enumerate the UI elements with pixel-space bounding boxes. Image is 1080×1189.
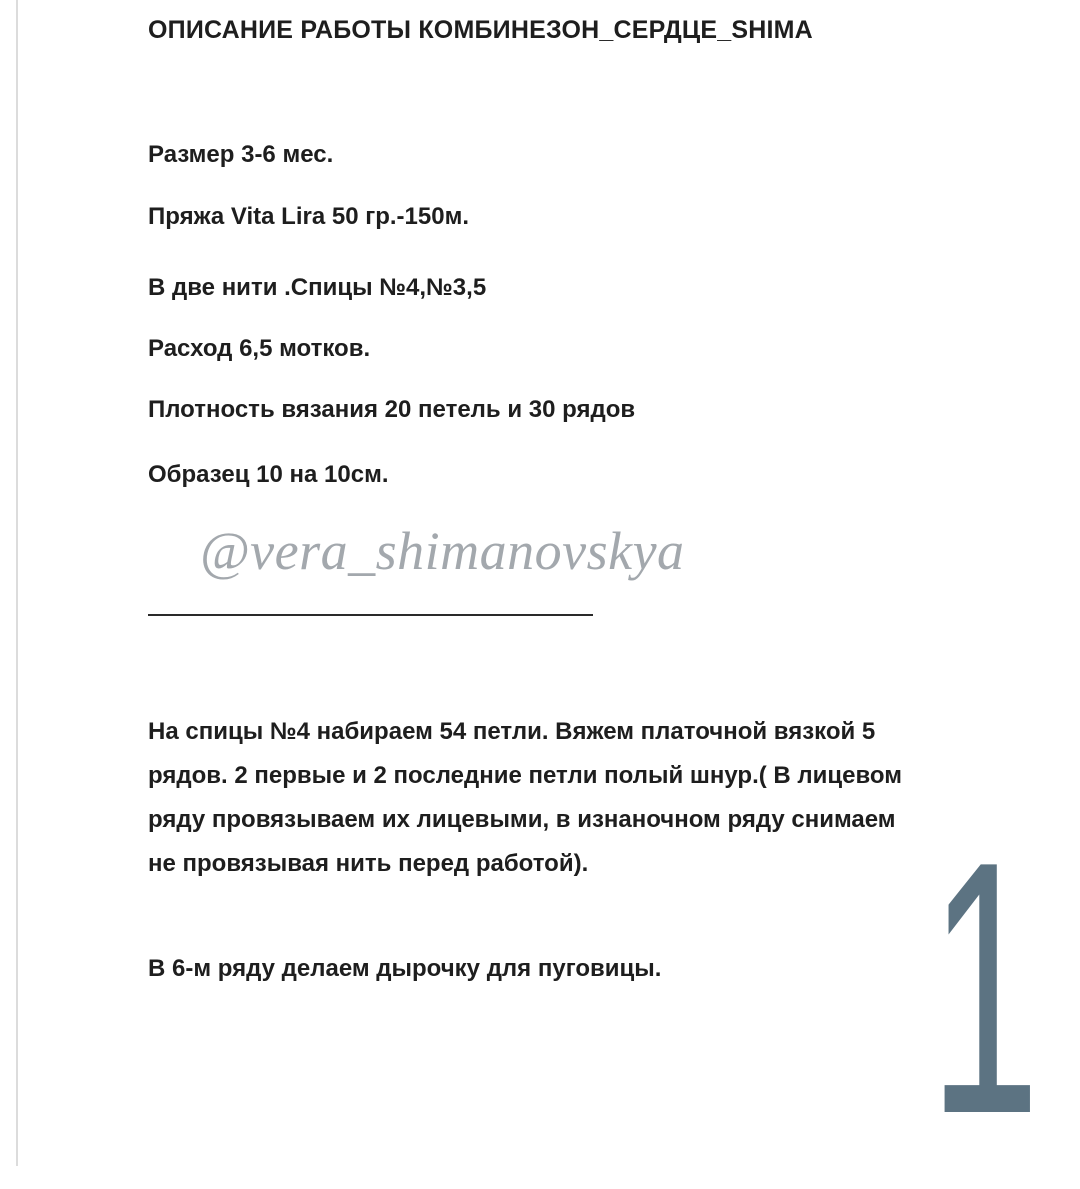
page-edge: [16, 0, 18, 1166]
cast-on-instructions: На спицы №4 набираем 54 петли. Вяжем платочной вязкой 5 рядов. 2 первые и 2 последние петли полый шнур.( В лицевом ряду провязываем их лицевыми, в изнаночном ряду снимаем не провязывая нить перед работой).: [148, 718, 903, 877]
spec-swatch: Образец 10 на 10см.: [148, 461, 389, 488]
page-number: 1: [929, 787, 1040, 1189]
spec-yarn: Пряжа Vita Lira 50 гр.-150м.: [148, 203, 469, 230]
divider-line: [148, 614, 593, 616]
document-title: ОПИСАНИЕ РАБОТЫ КОМБИНЕЗОН_СЕРДЦЕ_SHIMA: [148, 16, 813, 44]
spec-size: Размер 3-6 мес.: [148, 141, 334, 168]
author-watermark: @vera_shimanovskya: [200, 521, 685, 581]
spec-needles: В две нити .Спицы №4,№3,5: [148, 274, 487, 301]
spec-gauge: Плотность вязания 20 петель и 30 рядов: [148, 396, 636, 423]
spec-consumption: Расход 6,5 мотков.: [148, 335, 371, 362]
buttonhole-instruction: В 6-м ряду делаем дырочку для пуговицы.: [148, 955, 662, 982]
